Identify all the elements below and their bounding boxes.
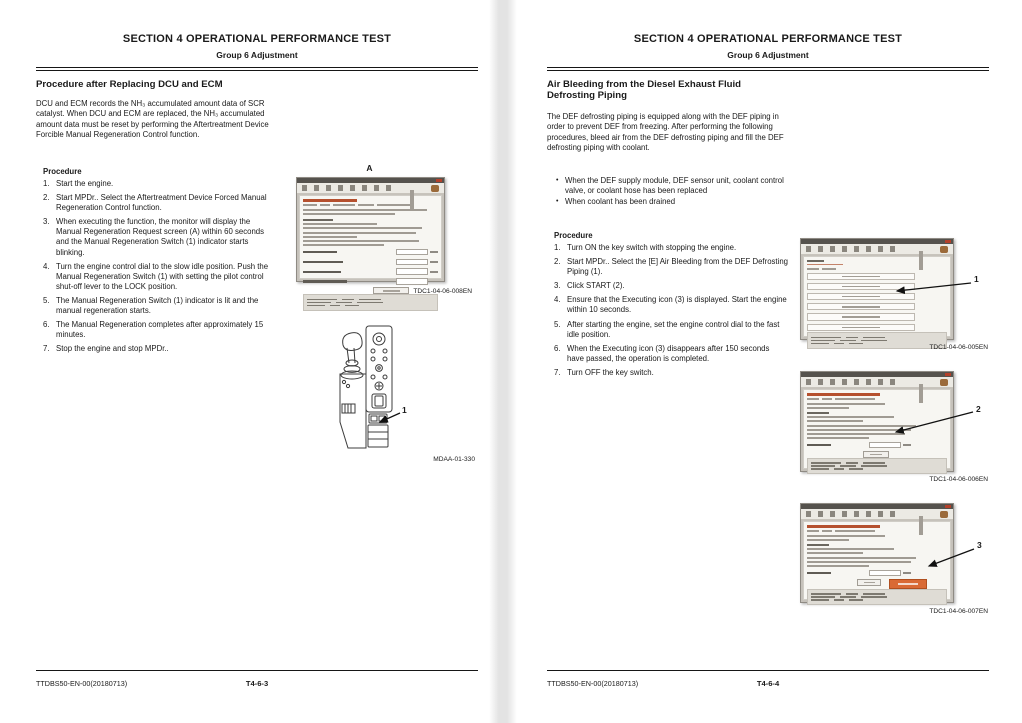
- end-button: [857, 579, 881, 586]
- decoration: [849, 599, 863, 601]
- decoration: [807, 429, 911, 431]
- decoration: Click START (2).: [567, 281, 625, 291]
- window-titlebar: [801, 239, 953, 244]
- decoration: Defrosting Piping: [547, 89, 627, 101]
- decoration: [811, 596, 943, 598]
- decoration: [807, 544, 829, 546]
- status-panel: [303, 294, 438, 310]
- decoration: [303, 227, 422, 229]
- decoration: [358, 204, 374, 206]
- decoration: [807, 433, 905, 435]
- footer-rule: [36, 670, 478, 671]
- decoration: [863, 337, 885, 339]
- decoration: [303, 209, 427, 211]
- decoration: 2.: [43, 193, 50, 203]
- decoration: [371, 349, 375, 353]
- step: [43, 217, 277, 257]
- decoration: [811, 337, 943, 339]
- decoration: [811, 593, 841, 595]
- callout-2: 2: [976, 404, 981, 414]
- step: [554, 344, 788, 364]
- decoration: [303, 232, 416, 234]
- toolbar-icon: [866, 511, 871, 517]
- decoration: [807, 561, 911, 563]
- decoration: [396, 268, 428, 275]
- decoration: [377, 337, 382, 342]
- step: [43, 179, 277, 189]
- decoration: [807, 451, 947, 458]
- step: [554, 243, 788, 253]
- toolbar-icon: [830, 379, 835, 385]
- toolbar-icon: [386, 185, 391, 191]
- decoration: [807, 403, 885, 405]
- decoration: [807, 552, 863, 554]
- decoration: 6.: [43, 320, 50, 330]
- decoration: •: [556, 177, 559, 184]
- step: [554, 257, 788, 277]
- decoration: [811, 465, 943, 467]
- toolbar-icon: [890, 511, 895, 517]
- decoration: [834, 468, 844, 470]
- decoration: [822, 398, 832, 400]
- decoration: 4.: [43, 261, 50, 271]
- decoration: [342, 299, 354, 301]
- decoration: The Manual Regeneration completes after approximately 15 minutes.: [56, 320, 264, 340]
- decoration: 1.: [554, 243, 561, 252]
- decoration: [807, 407, 849, 409]
- decoration: 6.: [554, 343, 561, 353]
- decoration: [371, 375, 375, 379]
- dialog-button: [921, 384, 923, 403]
- decoration: [303, 271, 341, 273]
- figure-caption: TDC1-04-06-008EN: [413, 288, 472, 295]
- toolbar-icon: [890, 379, 895, 385]
- toolbar-icon: [866, 379, 871, 385]
- decoration: [303, 219, 333, 221]
- decoration: Ensure that the Executing icon (3) is displayed. Start the engine within 10 seconds.: [567, 295, 787, 315]
- group-title: Group 6 Adjustment: [216, 50, 298, 60]
- decoration: [368, 425, 388, 447]
- toolbar-icon: [374, 185, 379, 191]
- toolbar-icon: [878, 511, 883, 517]
- decoration: [376, 383, 382, 389]
- close-icon: [945, 373, 951, 376]
- decoration: [320, 204, 330, 206]
- decoration: [846, 337, 858, 339]
- start-button: [863, 451, 889, 458]
- toolbar-icon: [818, 379, 823, 385]
- callout-1: 1: [974, 274, 979, 284]
- decoration: [345, 404, 351, 413]
- decoration: Start MPDr.. Select the [E] Air Bleeding from the DEF Defrosting Piping (1).: [567, 257, 789, 277]
- decoration: [303, 213, 395, 215]
- step: [43, 262, 277, 292]
- decoration: [430, 261, 438, 263]
- decoration: [811, 468, 943, 470]
- decoration: [840, 596, 856, 598]
- figure-caption: TDC1-04-06-007EN: [929, 608, 988, 615]
- decoration: [383, 357, 387, 361]
- decoration: [846, 462, 858, 464]
- decoration: [396, 278, 428, 285]
- status-panel: [807, 458, 947, 474]
- figure-caption: TDC1-04-06-006EN: [929, 476, 988, 483]
- decoration: [861, 340, 887, 342]
- toolbar-icon: [854, 379, 859, 385]
- section-title: SECTION 4 OPERATIONAL PERFORMANCE TEST: [122, 33, 392, 45]
- decoration: [373, 333, 385, 345]
- decoration: [330, 305, 340, 307]
- decoration: 7.: [554, 367, 561, 377]
- decoration: [807, 412, 829, 414]
- decoration: [346, 384, 349, 387]
- toolbar-icon: [302, 185, 307, 191]
- decoration: [807, 444, 831, 446]
- value-field-row: [303, 259, 438, 266]
- decoration: [807, 539, 849, 541]
- decoration: 5.: [43, 295, 50, 305]
- step: [43, 320, 277, 340]
- decoration: [811, 468, 829, 470]
- decoration: [863, 593, 885, 595]
- decoration: [307, 302, 331, 304]
- decoration: [333, 204, 355, 206]
- window-side-buttons: [919, 517, 949, 535]
- toolbar-icon: [878, 379, 883, 385]
- decoration: [811, 599, 829, 601]
- doc-code: TTDBS50-EN-00(20180713): [36, 679, 128, 688]
- doc-code: TTDBS50-EN-00(20180713): [547, 679, 639, 688]
- decoration: After starting the engine, set the engine control dial to the fast idle position.: [567, 319, 780, 339]
- decoration: [345, 305, 359, 307]
- decoration: [307, 299, 337, 301]
- decoration: Air Bleeding from the Diesel Exhaust Fluid: [547, 79, 742, 90]
- value-field-row: [303, 278, 438, 285]
- status-panel: [807, 589, 947, 605]
- decoration: 7.: [43, 344, 50, 354]
- decoration: [807, 393, 880, 396]
- decoration: [807, 268, 819, 270]
- decoration: [811, 593, 943, 595]
- close-icon: [436, 179, 442, 182]
- figure-caption: MDAA-01-330: [433, 456, 475, 463]
- page-number: T4-6-3: [245, 679, 269, 688]
- step: [554, 281, 788, 291]
- step: [43, 193, 277, 213]
- decoration: Turn OFF the key switch.: [567, 367, 654, 377]
- procedure-steps: [554, 243, 788, 382]
- decoration: [807, 420, 863, 422]
- toolbar-icon: [830, 246, 835, 252]
- decoration: [307, 302, 434, 304]
- decoration: [379, 416, 385, 421]
- toolbar-icon: [818, 246, 823, 252]
- remaining-time-row: [807, 570, 947, 577]
- decoration: [303, 251, 337, 253]
- menu-item-bar: [807, 283, 915, 290]
- intro-paragraph: DCU and ECM records the NH₃ accumulated amount data of SCR catalyst. When DCU and ECM are replaced, the NH₃ accumulated amount data must be reset by performing the Aftertreatment Device Forcible Manual Regeneration Control function.: [36, 99, 269, 139]
- figure-label-a: A: [366, 163, 373, 173]
- decoration: Turn the engine control dial to the slow idle position. Push the Manual Regeneration Switch (1) with setting the pilot control shut-off lever to the LOCK position.: [56, 261, 269, 291]
- window-titlebar: [801, 372, 953, 377]
- dialog-button: [921, 516, 923, 535]
- toolbar-icon: [350, 185, 355, 191]
- decoration: [359, 299, 381, 301]
- decoration: [807, 425, 916, 427]
- decoration: [807, 437, 869, 439]
- decoration: [835, 398, 875, 400]
- decoration: 2.: [554, 257, 561, 267]
- toolbar-icon: [854, 511, 859, 517]
- section-title: SECTION 4 OPERATIONAL PERFORMANCE TEST: [633, 33, 903, 45]
- decoration: [383, 375, 387, 379]
- decoration: [861, 465, 887, 467]
- decoration: 3.: [43, 217, 50, 227]
- close-icon: [945, 240, 951, 243]
- decoration: [807, 557, 916, 559]
- decoration: [430, 251, 438, 253]
- page-right: [511, 0, 1022, 723]
- decoration: [811, 340, 835, 342]
- decoration: [303, 199, 357, 202]
- decoration: Stop the engine and stop MPDr..: [56, 344, 169, 354]
- bullet-item: [556, 197, 790, 207]
- decoration: [343, 333, 362, 351]
- decoration: [807, 579, 947, 589]
- decoration: [834, 599, 844, 601]
- decoration: [377, 204, 411, 206]
- decoration: [303, 236, 357, 238]
- toolbar-icon: [806, 379, 811, 385]
- decoration: [376, 365, 383, 372]
- toolbar-icon: [326, 185, 331, 191]
- executing-icon: [889, 579, 927, 589]
- decoration: [807, 525, 880, 528]
- value-field-row: [303, 249, 438, 256]
- dialog-button: [921, 251, 923, 270]
- decoration: [368, 432, 388, 439]
- toolbar-icon: [314, 185, 319, 191]
- decoration: When coolant has been drained: [565, 197, 676, 207]
- decoration: [375, 396, 383, 406]
- toolbar-icon: [842, 246, 847, 252]
- decoration: [336, 302, 352, 304]
- decoration: [861, 596, 887, 598]
- decoration: [869, 570, 901, 577]
- decoration: [342, 380, 345, 383]
- decoration: [846, 593, 858, 595]
- decoration: [840, 340, 856, 342]
- step: [554, 295, 788, 315]
- procedure-label: Procedure: [43, 167, 82, 176]
- decoration: [811, 462, 841, 464]
- toolbar-icon: [818, 511, 823, 517]
- decoration: [849, 468, 863, 470]
- figure-mpdr-menu-screen: [800, 238, 954, 340]
- figure-mpdr-air-bleeding-screen: [800, 371, 954, 472]
- decoration: [811, 340, 943, 342]
- callout-3: 3: [977, 540, 982, 550]
- decoration: Start MPDr.. Select the Aftertreatment Device Forced Manual Regeneration Control function.: [56, 193, 267, 213]
- decoration: [811, 337, 841, 339]
- page-header: [547, 33, 989, 60]
- decoration: When the DEF supply module, DEF sensor unit, coolant control valve, or coolant hose has been replaced: [565, 176, 784, 196]
- topic-heading: [547, 80, 809, 102]
- decoration: [807, 535, 885, 537]
- decoration: [822, 530, 832, 532]
- decoration: [869, 442, 901, 449]
- decoration: [822, 268, 836, 270]
- decoration: [811, 599, 943, 601]
- decoration: [303, 244, 384, 246]
- toolbar-icon: [362, 185, 367, 191]
- menu-item-bar: [807, 303, 915, 310]
- dialog-button: [412, 190, 414, 209]
- decoration: [807, 398, 819, 400]
- window-titlebar: [297, 178, 444, 183]
- decoration: 5.: [554, 319, 561, 329]
- procedure-label: Procedure: [554, 231, 593, 240]
- decoration: [807, 416, 894, 418]
- decoration: [340, 326, 392, 448]
- toolbar-icon: [890, 246, 895, 252]
- decoration: [811, 596, 835, 598]
- toolbar-icon: [830, 511, 835, 517]
- decoration: [303, 261, 343, 263]
- figure-caption: TDC1-04-06-005EN: [929, 344, 988, 351]
- group-title: Group 6 Adjustment: [727, 50, 809, 60]
- decoration: [903, 444, 911, 446]
- decoration: [807, 264, 843, 265]
- toolbar-icon: [338, 185, 343, 191]
- window-side-buttons: [410, 191, 440, 209]
- decoration: [369, 414, 387, 423]
- decoration: When the Executing icon (3) disappears after 150 seconds have passed, the operation is completed.: [567, 343, 770, 363]
- callout-1: 1: [402, 405, 407, 415]
- page-header: [36, 33, 478, 60]
- decoration: The Manual Regeneration Switch (1) indicator is lit and the manual regeneration starts.: [56, 295, 259, 316]
- menu-item-bar: [807, 293, 915, 300]
- decoration: [340, 374, 366, 448]
- step: [554, 368, 788, 378]
- step: [554, 320, 788, 340]
- procedure-steps: [43, 179, 277, 358]
- step: [43, 296, 277, 316]
- decoration: [303, 280, 347, 282]
- decoration: [303, 223, 377, 225]
- value-field-row: [303, 268, 438, 275]
- condition-bullets: [556, 176, 790, 208]
- decoration: [303, 240, 419, 242]
- toolbar-icon: [806, 511, 811, 517]
- decoration: [396, 259, 428, 266]
- decoration: [840, 465, 856, 467]
- step: [43, 344, 277, 354]
- toolbar-icon: [866, 246, 871, 252]
- decoration: [307, 305, 434, 307]
- decoration: Turn ON the key switch with stopping the engine.: [567, 243, 737, 252]
- close-icon: [945, 505, 951, 508]
- decoration: 4.: [554, 295, 561, 305]
- decoration: [383, 349, 387, 353]
- figure-mpdr-executing-screen: [800, 503, 954, 603]
- decoration: [378, 367, 380, 369]
- decoration: 3.: [554, 281, 561, 291]
- decoration: [835, 530, 875, 532]
- remaining-time-row: [807, 442, 947, 449]
- decoration: 1.: [43, 179, 50, 188]
- window-side-buttons: [919, 252, 949, 270]
- decoration: [807, 530, 819, 532]
- toolbar-icon: [878, 246, 883, 252]
- decoration: [863, 462, 885, 464]
- decoration: [357, 302, 383, 304]
- bullet-item: [556, 176, 790, 196]
- header-rule: [36, 67, 478, 71]
- decoration: [371, 357, 375, 361]
- console-drawing: [330, 318, 480, 458]
- figure-mpdr-regeneration-screen: [296, 177, 445, 282]
- intro-paragraph: The DEF defrosting piping is equipped along with the DEF piping in order to prevent DEF from freezing. After performing the following procedures, bleed air from the DEF defrosting piping and fill the DEF defrosting piping with coolant.: [547, 112, 784, 152]
- decoration: [396, 249, 428, 256]
- toolbar-icon: [842, 379, 847, 385]
- decoration: [371, 416, 377, 421]
- menu-item-bar-air-bleeding: [807, 313, 915, 320]
- decoration: •: [556, 198, 559, 206]
- toolbar-icon: [806, 246, 811, 252]
- menu-item-bar: [807, 273, 915, 280]
- window-titlebar: [801, 504, 953, 509]
- decoration: [811, 462, 943, 464]
- toolbar-icon: [854, 246, 859, 252]
- header-rule: [547, 67, 989, 71]
- decoration: [303, 204, 317, 206]
- footer-rule: [547, 670, 989, 671]
- decoration: [807, 260, 824, 262]
- page-number: T4-6-4: [756, 679, 780, 688]
- decoration: [807, 565, 869, 567]
- figure-console-illustration: [330, 318, 480, 458]
- decoration: [807, 548, 894, 550]
- decoration: Start the engine.: [56, 179, 114, 188]
- topic-heading: Procedure after Replacing DCU and ECM: [36, 79, 223, 90]
- decoration: [430, 281, 438, 283]
- window-side-buttons: [919, 385, 949, 403]
- decoration: [811, 465, 835, 467]
- decoration: [307, 305, 325, 307]
- decoration: [903, 572, 911, 574]
- decoration: [807, 572, 831, 574]
- decoration: [430, 271, 438, 273]
- decoration: When executing the function, the monitor will display the Manual Regeneration Request screen (A) within 60 seconds and the Manual Regeneration Switch (1) indicator starts blinking.: [56, 217, 265, 257]
- menu-item-bar: [807, 324, 915, 331]
- toolbar-icon: [842, 511, 847, 517]
- decoration: [307, 299, 434, 301]
